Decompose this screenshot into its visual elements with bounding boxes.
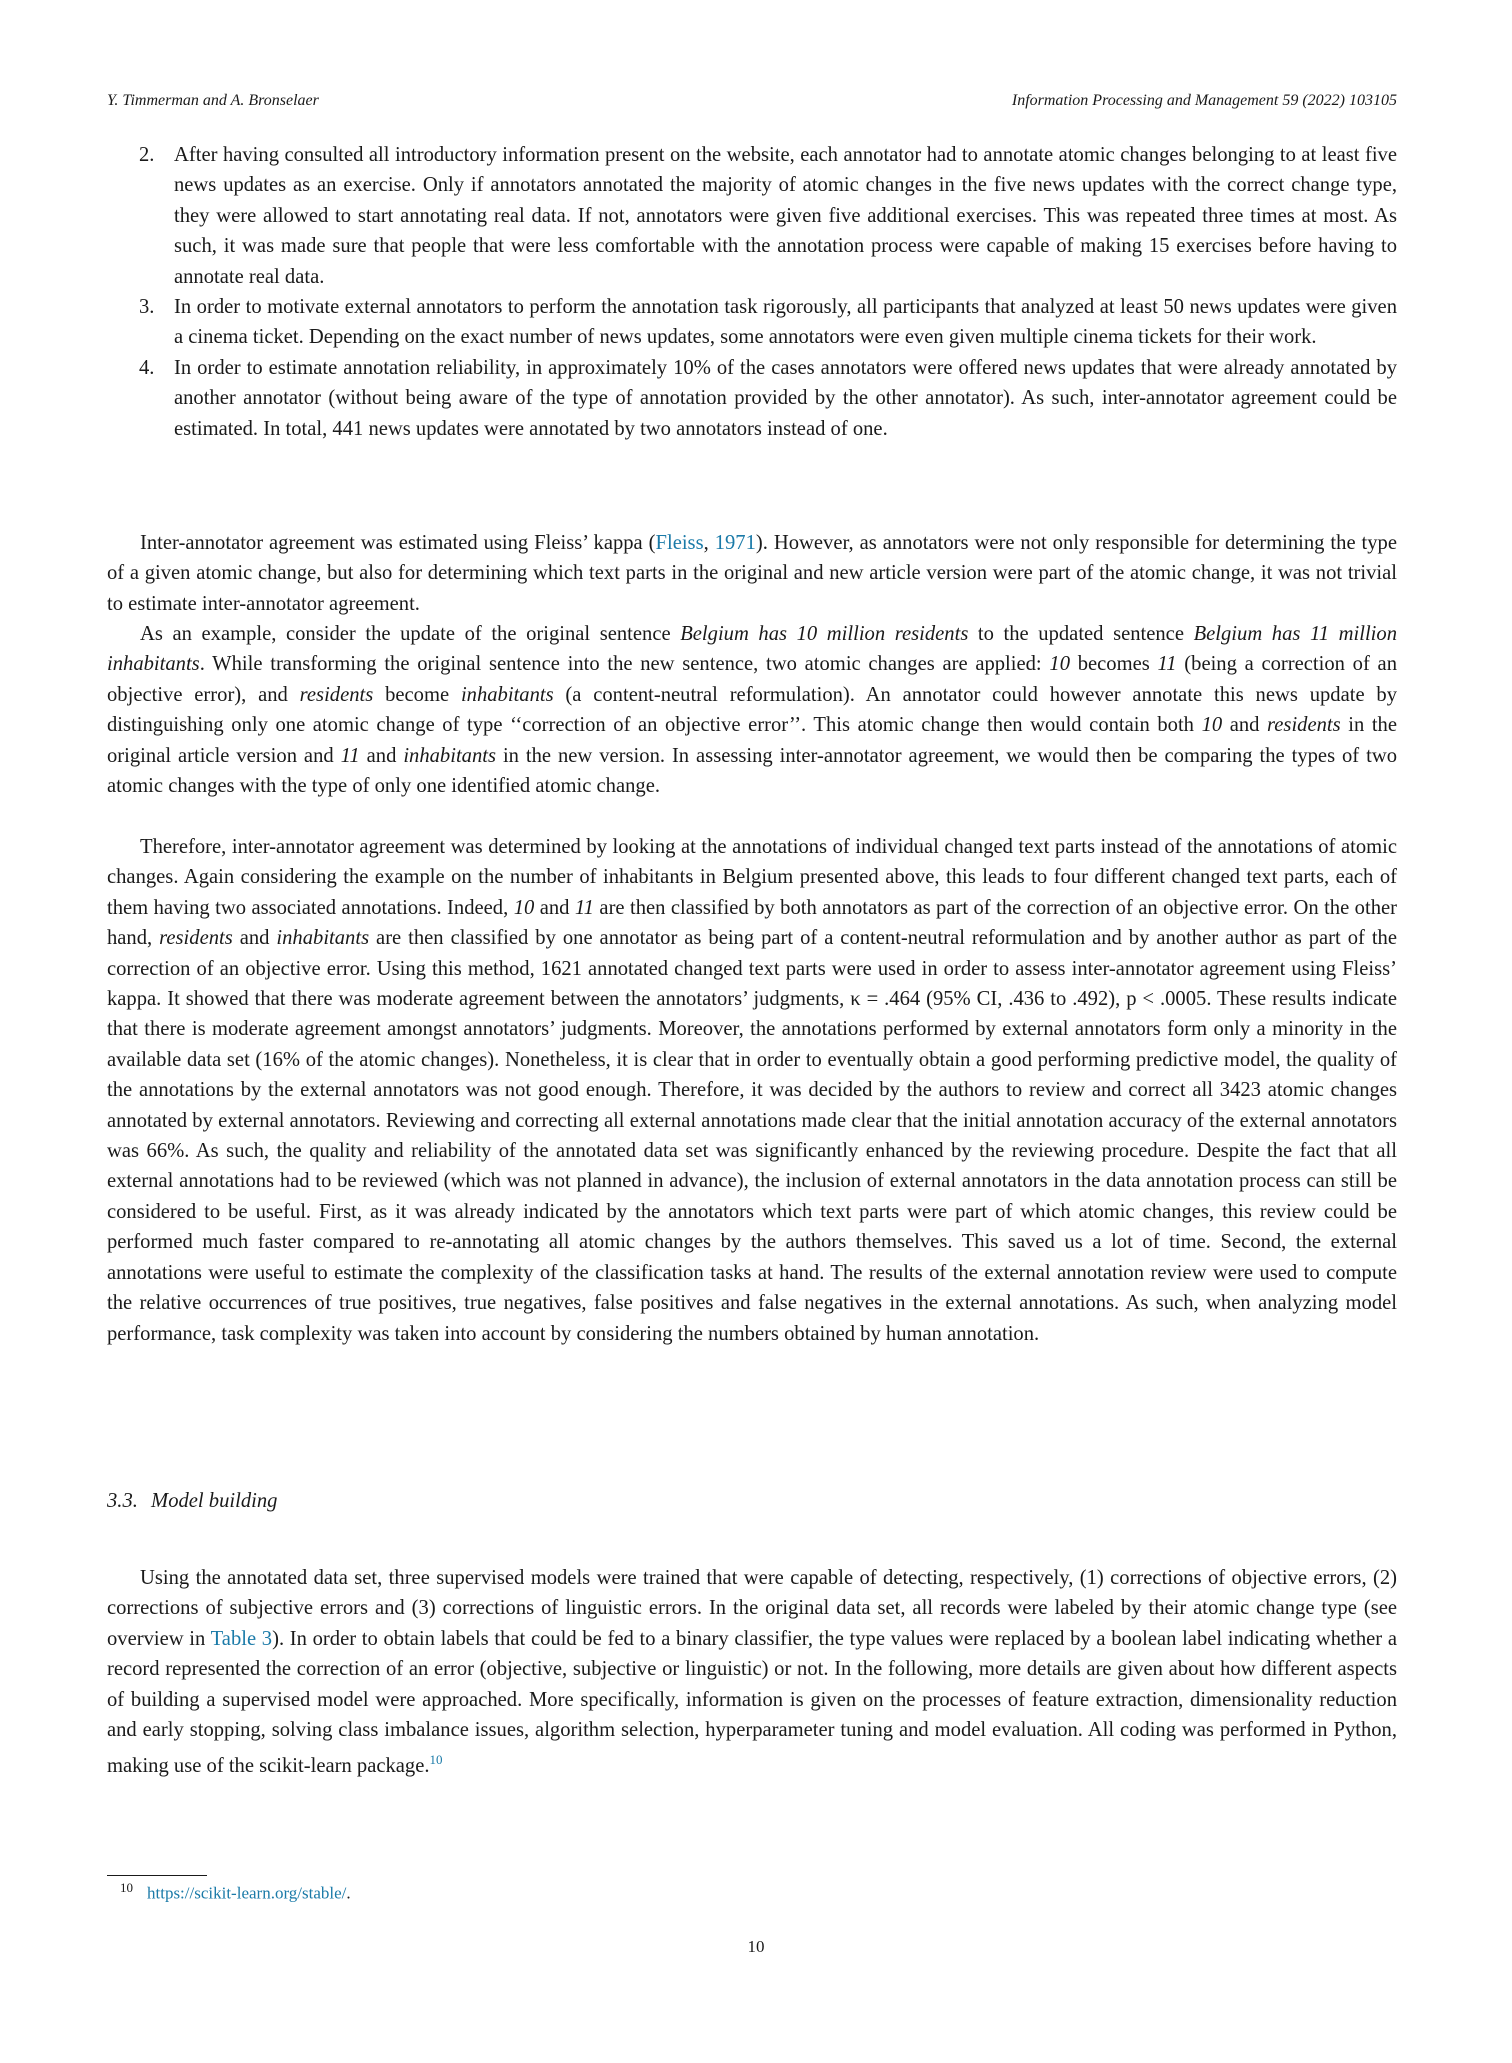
paragraph-example (107, 619, 1397, 801)
text-run: As an example, consider the update of the original sentence (140, 623, 681, 645)
text-run: , (703, 532, 715, 554)
text-run: in the original article version and (107, 714, 1397, 767)
text-run: Inter-annotator agreement was estimated using Fleiss’ kappa ( (140, 532, 656, 554)
section-heading (107, 1490, 277, 1513)
list-item-text: In order to motivate external annotators to perform the annotation task rigorously, all participants that analyzed at least 50 news updates were given a cinema ticket. Depending on the exact number of news updates, some annotators were even given multiple cinema tickets for their work. (174, 296, 1397, 349)
table-3-link[interactable]: Table 3 (210, 1627, 273, 1650)
paragraph-inter-annotator (107, 528, 1397, 619)
text-run: and (1222, 714, 1268, 737)
italic-term: inhabitants (403, 744, 496, 767)
list-item-text: In order to estimate annotation reliability, in approximately 10% of the cases annotators were offered news updates that were already annotated by another annotator (without being aware of the type of annotation provided by the other annotator). As such, inter-annotator agreement could be estimated. In total, 441 news updates were annotated by two annotators instead of one. (174, 356, 1397, 440)
text-run: becomes (1069, 653, 1158, 676)
text-run: Using the annotated data set, three supervised models were trained that were capable of detecting, respectively, (1) corrections of objective errors, (2) corrections of subjective errors and (3) corrections of linguistic errors. In the original data set, all records were labeled by their atomic change type (see overview in (107, 1567, 1397, 1650)
italic-term: 11 (574, 896, 594, 919)
italic-term: 10 (513, 896, 535, 919)
text-run: ). However, as annotators were not only responsible for determining the type of a given atomic change, but also for determining which text parts in the original and new article version were part of the atomic change, it was not trivial to estimate inter-annotator agreement. (107, 532, 1397, 615)
italic-term: 10 (1201, 714, 1223, 737)
text-run: (being a correction of an objective error), and (107, 653, 1397, 706)
footnote-number: 10 (120, 1880, 133, 1895)
text-run: . While transforming the original sentence into the new sentence, two atomic changes are applied: (199, 653, 1050, 676)
text-run: Therefore, inter-annotator agreement was determined by looking at the annotations of individual changed text parts instead of the annotations of atomic changes. Again considering the example on the number of inhabitants in Belgium presented above, this leads to four different changed text parts, each of them having two associated annotations. Indeed, (107, 836, 1397, 919)
kappa-statistic: κ = .464 (850, 988, 921, 1011)
list-item-number: 4. (139, 356, 155, 379)
list-item-number: 2. (139, 144, 155, 166)
italic-term: inhabitants (276, 927, 370, 950)
text-run: are then classified by one annotator as being part of a content-neutral reformulation and by another author as part of the correction of an objective error. Using this method, 1621 annotated changed text parts were used in order to assess inter-annotator agreement using Fleiss’ kappa. It showed that there was moderate agreement between the annotators’ judgments, (107, 927, 1397, 1011)
italic-term: Belgium has 10 million residents (680, 623, 969, 645)
italic-term: 11 (340, 744, 360, 767)
italic-term: Belgium has 11 million inhabitants (107, 623, 1397, 676)
list-item-number: 3. (139, 296, 155, 319)
footnote-divider (107, 1875, 207, 1876)
italic-term: residents (1267, 714, 1341, 737)
footnote (120, 1880, 351, 1904)
italic-term: residents (299, 683, 374, 706)
list-item-text: After having consulted all introductory information present on the website, each annotator had to annotate atomic changes belonging to at least five news updates as an exercise. Only if annotators annotated the majority of atomic changes in the five news updates with the correct change type, they were allowed to start annotating real data. If not, annotators were given five additional exercises. This was repeated three times at most. As such, it was made sure that people that were less comfortable with the annotation process were capable of making 15 exercises before having to annotate real data. (174, 144, 1397, 288)
header-journal: Information Processing and Management 59 (2022) 103105 (1011, 92, 1397, 109)
section-number: 3.3. (107, 1490, 138, 1512)
text-run: (95% CI, .436 to .492), p < .0005. These results indicate that there is moderate agreement amongst annotators’ judgments. Moreover, the annotations performed by external annotators form only a minority in the available data set (16% of the atomic changes). Nonetheless, it is clear that in order to eventually obtain a good performing predictive model, the quality of the annotations by the external annotators was not good enough. Therefore, it was decided by the authors to review and correct all 3423 atomic changes annotated by external annotators. Reviewing and correcting all external annotations made clear that the initial annotation accuracy of the external annotators was 66%. As such, the quality and reliability of the annotated data set was significantly enhanced by the reviewing procedure. Despite the fact that all external annotations had to be reviewed (which was not planned in advance), the inclusion of external annotators in the data annotation process can still be considered to be useful. First, as it was already indicated by the annotators which text parts were part of which atomic changes, this review could be performed much faster compared to re-annotating all atomic changes by the authors themselves. This saved us a lot of time. Second, the external annotations were useful to estimate the complexity of the classification tasks at hand. The results of the external annotation review were used to compute the relative occurrences of true positives, true negatives, false positives and false negatives in the external annotations. As such, when analyzing model performance, task complexity was taken into account by considering the numbers obtained by human annotation. (107, 988, 1398, 1345)
text-run: . (346, 1883, 351, 1903)
list-item (107, 353, 1397, 444)
footnote-url-link[interactable]: https://scikit-learn.org/stable/ (147, 1883, 347, 1903)
italic-term: 10 (1049, 653, 1070, 676)
list-item (107, 140, 1397, 292)
text-run: ). In order to obtain labels that could be fed to a binary classifier, the type values were replaced by a boolean label indicating whether a record represented the correction of an error (objective, subjective or linguistic) or not. In the following, more details are given about how different aspects of building a supervised model were approached. More specifically, information is given on the processes of feature extraction, dimensionality reduction and early stopping, solving class imbalance issues, algorithm selection, hyperparameter tuning and model evaluation. All coding was performed in Python, making use of the scikit-learn package. (107, 1627, 1397, 1778)
running-header (107, 92, 1397, 110)
citation-author-link[interactable]: Fleiss (655, 532, 704, 554)
paragraph-method (107, 832, 1397, 1349)
header-authors: Y. Timmerman and A. Bronselaer (107, 92, 319, 109)
list-item (107, 292, 1397, 353)
section-title: Model building (151, 1490, 278, 1512)
page-number: 10 (747, 1937, 765, 1956)
text-run: and (359, 744, 404, 767)
citation-year-link[interactable]: 1971 (714, 532, 756, 554)
italic-term: residents (159, 927, 233, 950)
text-run: and (232, 927, 277, 950)
paragraph-model-building (107, 1563, 1397, 1782)
text-run: to the updated sentence (968, 623, 1194, 645)
numbered-list (107, 140, 1397, 444)
footnote-marker-link[interactable]: 10 (429, 1752, 443, 1768)
italic-term: inhabitants (460, 683, 554, 706)
text-run: (a content-neutral reformulation). An annotator could however annotate this news update by distinguishing only one atomic change of type ‘‘correction of an objective error’’. This atomic change then would contain both (107, 683, 1397, 737)
text-run: in the new version. In assessing inter-annotator agreement, we would then be comparing the types of two atomic changes with the type of only one identified atomic change. (107, 744, 1397, 798)
text-run: and (534, 896, 575, 919)
italic-term: 11 (1157, 653, 1177, 676)
text-run: are then classified by both annotators as part of the correction of an objective error. On the other hand, (107, 896, 1398, 950)
text-run: become (373, 683, 461, 706)
